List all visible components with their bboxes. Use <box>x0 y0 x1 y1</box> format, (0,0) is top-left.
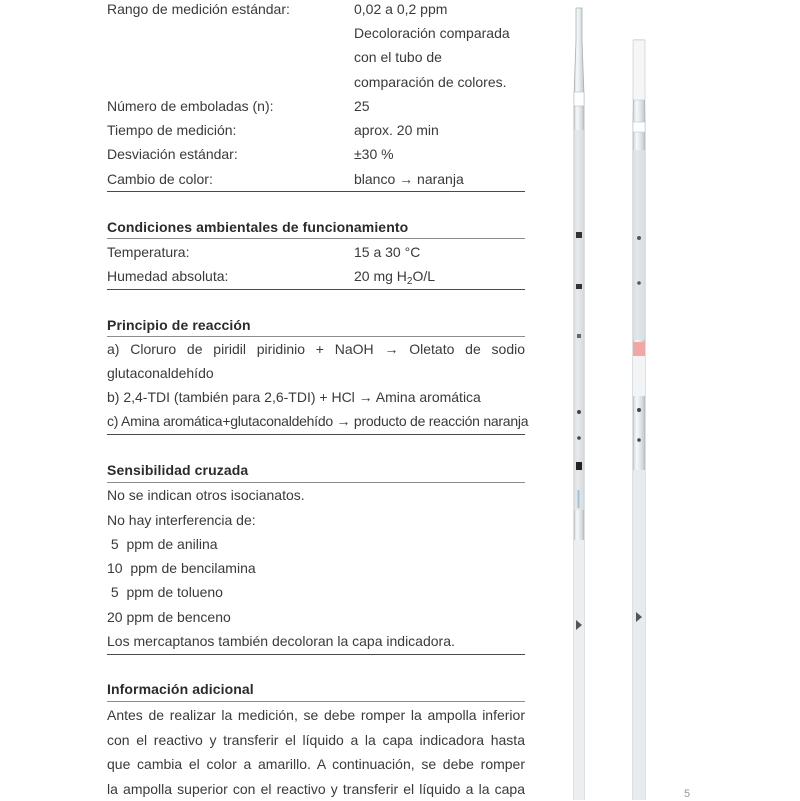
left-detector-tube <box>574 8 584 800</box>
row-time <box>107 118 525 142</box>
row-value: 0,02 a 0,2 ppm <box>354 0 447 21</box>
row-label: Humedad absoluta: <box>107 264 228 288</box>
row-strokes <box>107 94 525 118</box>
row-range <box>107 0 525 21</box>
row-value-cont: comparación de colores. <box>354 70 507 94</box>
row-value-cont: con el tubo de <box>354 45 442 69</box>
value-prefix: 20 mg H <box>354 268 407 284</box>
divider <box>107 238 525 239</box>
cross-line: Los mercaptanos también decoloran la capa indicadora. <box>107 629 455 653</box>
cross-line: 20 ppm de benceno <box>107 605 231 629</box>
row-label: Rango de medición estándar: <box>107 0 290 21</box>
row-label: Temperatura: <box>107 240 189 264</box>
row-label: Número de emboladas (n): <box>107 94 274 118</box>
additional-paragraph <box>107 703 525 801</box>
row-value: ±30 % <box>354 142 394 166</box>
row-label: Tiempo de medición: <box>107 118 236 142</box>
row-deviation <box>107 142 525 166</box>
row-value: 15 a 30 °C <box>354 240 420 264</box>
section-heading-reaction: Principio de reacción <box>107 317 251 333</box>
row-value: blanco → naranja <box>354 167 464 191</box>
paragraph-line: Antes de realizar la medición, se debe romper la ampolla inferior <box>107 703 525 728</box>
divider <box>107 434 525 435</box>
row-humidity <box>107 264 525 288</box>
row-label: Cambio de color: <box>107 167 213 191</box>
row-color-change <box>107 167 525 191</box>
reaction-line: glutaconaldehído <box>107 361 214 385</box>
reaction-line: b) 2,4-TDI (también para 2,6-TDI) + HCl → Amina aromática <box>107 385 481 409</box>
cross-line: No se indican otros isocianatos. <box>107 483 305 507</box>
row-value: 25 <box>354 94 370 118</box>
reaction-line: c) Amina aromática+glutaconaldehído → producto de reacción naranja <box>107 409 528 433</box>
row-value: aprox. 20 min <box>354 118 439 142</box>
section-heading-cross-sensitivity: Sensibilidad cruzada <box>107 462 248 478</box>
cross-line: 5 ppm de tolueno <box>107 580 223 604</box>
value-suffix: O/L <box>412 268 435 284</box>
divider <box>107 701 525 702</box>
divider <box>107 289 525 290</box>
cross-line: 5 ppm de anilina <box>107 532 218 556</box>
divider <box>107 191 525 192</box>
cross-line: No hay interferencia de: <box>107 508 256 532</box>
row-value-cont: Decoloración comparada <box>354 21 510 45</box>
paragraph-line: la ampolla superior con el reactivo y transferir el líquido a la capa <box>107 777 525 801</box>
row-value <box>354 264 435 288</box>
section-heading-ambient: Condiciones ambientales de funcionamiento <box>107 219 408 235</box>
paragraph-line: que cambia el color a amarillo. A continuación, se debe romper <box>107 752 525 777</box>
right-detector-tube <box>633 40 645 800</box>
divider <box>107 654 525 655</box>
value-subscript: 2 <box>407 276 413 287</box>
cross-line: 10 ppm de bencilamina <box>107 556 256 580</box>
section-heading-additional: Información adicional <box>107 681 254 697</box>
detector-tubes-illustration <box>560 0 670 800</box>
reaction-line: a) Cloruro de piridil piridinio + NaOH → Oletato de sodio <box>107 337 525 361</box>
paragraph-line: con el reactivo y transferir el líquido a la capa indicadora hasta <box>107 728 525 753</box>
page-number: 5 <box>684 788 690 800</box>
row-temperature <box>107 240 525 264</box>
row-label: Desviación estándar: <box>107 142 238 166</box>
